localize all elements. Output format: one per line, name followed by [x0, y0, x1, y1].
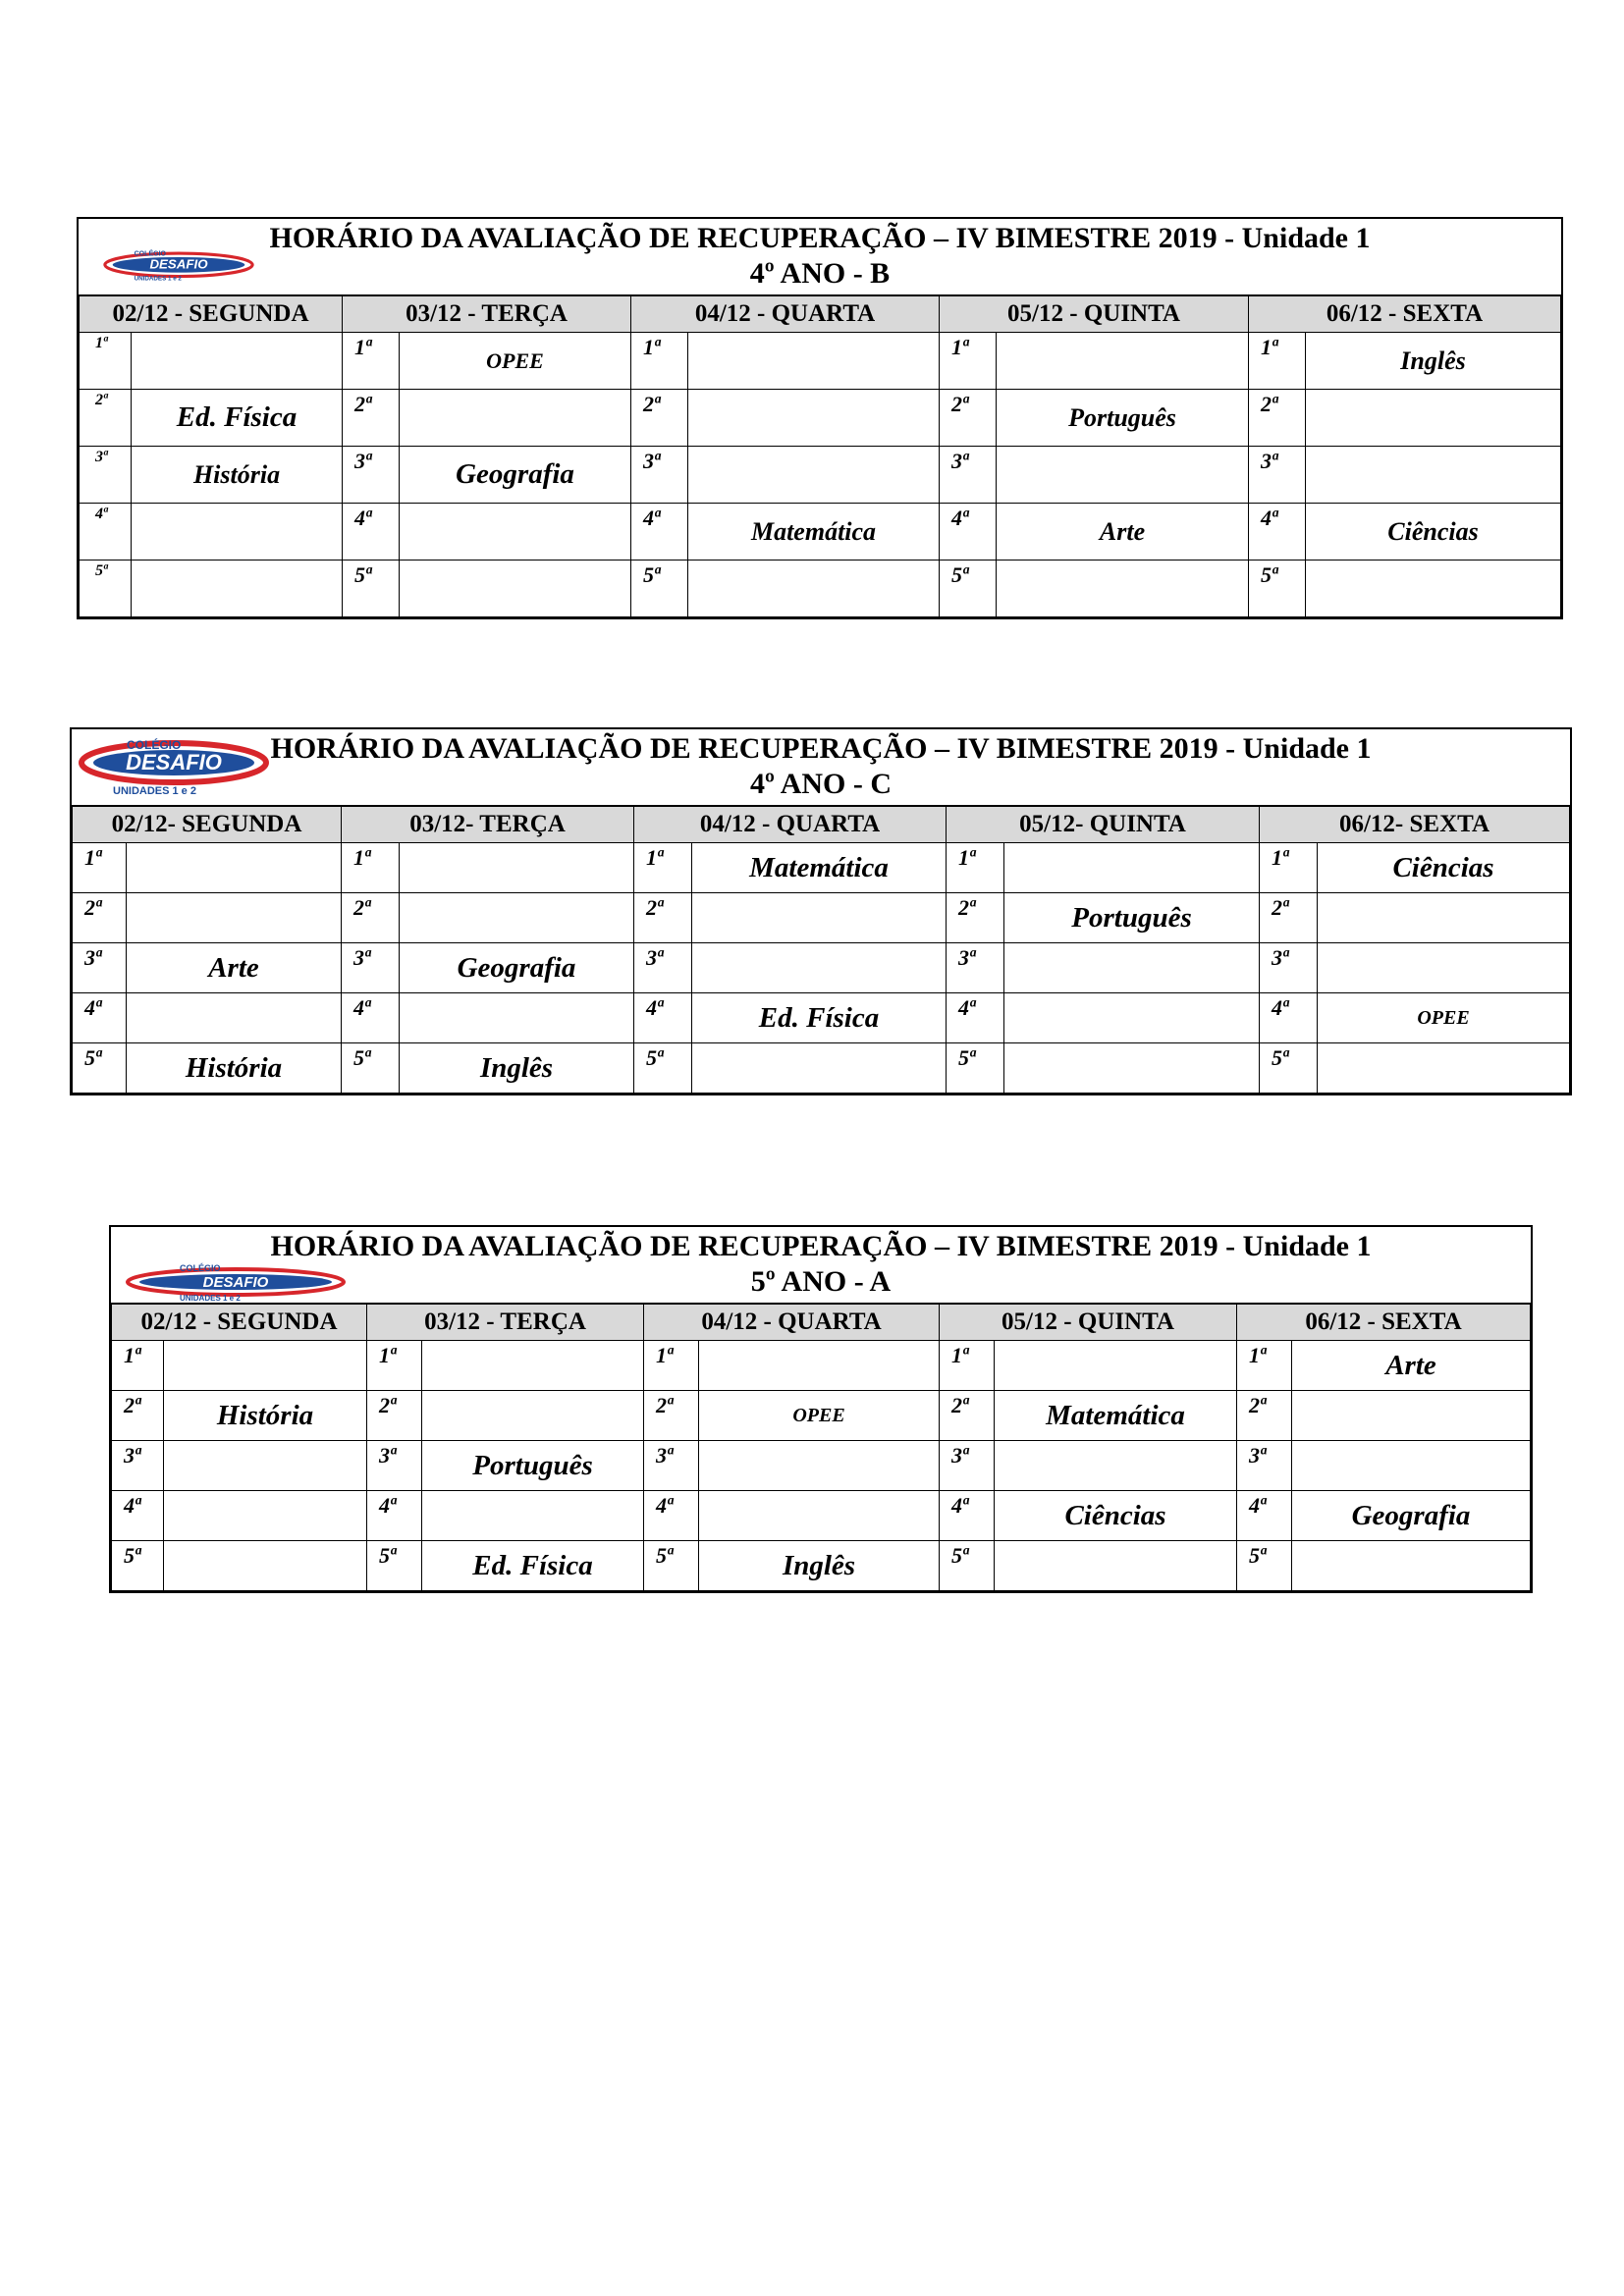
svg-text:UNIDADES 1 e 2: UNIDADES 1 e 2	[134, 275, 182, 282]
schedule-title: HORÁRIO DA AVALIAÇÃO DE RECUPERAÇÃO – IV BIMESTRE 2019 - Unidade 1	[270, 732, 1372, 765]
period-number: 1ª	[367, 1341, 422, 1391]
period-number: 5ª	[1260, 1043, 1318, 1094]
svg-text:UNIDADES 1 e 2: UNIDADES 1 e 2	[113, 785, 196, 797]
subject-cell	[1004, 1043, 1260, 1094]
period-number: 5ª	[343, 561, 400, 617]
subject-cell: Português	[422, 1441, 644, 1491]
table-row	[80, 447, 1561, 504]
period-number: 2ª	[343, 390, 400, 447]
period-number: 3ª	[343, 447, 400, 504]
exam-grid	[79, 295, 1561, 617]
subject-cell: Português	[997, 390, 1249, 447]
period-number: 4ª	[634, 993, 692, 1043]
schedule-title: HORÁRIO DA AVALIAÇÃO DE RECUPERAÇÃO – IV BIMESTRE 2019 - Unidade 1	[269, 222, 1371, 254]
subject-cell	[127, 843, 342, 893]
subject-cell: História	[127, 1043, 342, 1094]
subject-cell	[164, 1341, 367, 1391]
period-number: 3ª	[631, 447, 688, 504]
schedule-header	[79, 219, 1561, 295]
subject-cell	[688, 333, 940, 390]
table-row	[73, 1043, 1570, 1094]
subject-cell: Arte	[127, 943, 342, 993]
subject-cell	[692, 893, 947, 943]
period-number: 2ª	[367, 1391, 422, 1441]
period-number: 3ª	[644, 1441, 699, 1491]
subject-cell	[699, 1441, 940, 1491]
table-row	[80, 504, 1561, 561]
period-number: 5ª	[73, 1043, 127, 1094]
day-header: 02/12 - SEGUNDA	[80, 296, 343, 333]
period-number: 3ª	[1249, 447, 1306, 504]
period-number: 2ª	[947, 893, 1004, 943]
period-number: 4ª	[644, 1491, 699, 1541]
period-number: 5ª	[112, 1541, 164, 1591]
subject-cell	[400, 893, 634, 943]
subject-cell	[422, 1491, 644, 1541]
subject-cell	[995, 1541, 1237, 1591]
class-name: 4º ANO - C	[749, 768, 893, 800]
day-header: 04/12 - QUARTA	[634, 807, 947, 843]
subject-cell	[132, 561, 343, 617]
subject-cell: Matemática	[692, 843, 947, 893]
period-number: 2ª	[634, 893, 692, 943]
period-number: 4ª	[947, 993, 1004, 1043]
subject-cell	[995, 1341, 1237, 1391]
period-number: 1ª	[631, 333, 688, 390]
subject-cell	[699, 1341, 940, 1391]
period-number: 2ª	[342, 893, 400, 943]
day-header: 02/12 - SEGUNDA	[112, 1305, 367, 1341]
period-number: 3ª	[73, 943, 127, 993]
period-number: 4ª	[1260, 993, 1318, 1043]
subject-cell	[400, 390, 631, 447]
period-number: 3ª	[112, 1441, 164, 1491]
subject-cell	[1306, 447, 1561, 504]
period-number: 1ª	[342, 843, 400, 893]
subject-cell: Ed. Física	[422, 1541, 644, 1591]
period-number: 4ª	[940, 1491, 995, 1541]
period-number: 3ª	[367, 1441, 422, 1491]
period-number: 4ª	[1237, 1491, 1292, 1541]
subject-cell	[997, 561, 1249, 617]
subject-cell	[1004, 843, 1260, 893]
schedule-header	[72, 729, 1570, 806]
subject-cell: Ciências	[1306, 504, 1561, 561]
period-number: 3ª	[940, 1441, 995, 1491]
subject-cell: Inglês	[699, 1541, 940, 1591]
svg-text:UNIDADES 1 e 2: UNIDADES 1 e 2	[180, 1294, 241, 1302]
subject-cell	[688, 561, 940, 617]
period-number: 2ª	[1260, 893, 1318, 943]
period-number: 2ª	[1249, 390, 1306, 447]
period-number: 1ª	[940, 333, 997, 390]
table-row	[112, 1491, 1531, 1541]
subject-cell	[127, 893, 342, 943]
subject-cell: Ed. Física	[692, 993, 947, 1043]
period-number: 3ª	[1237, 1441, 1292, 1491]
subject-cell	[688, 390, 940, 447]
subject-cell: Inglês	[400, 1043, 634, 1094]
period-number: 1ª	[112, 1341, 164, 1391]
period-number: 5ª	[80, 561, 132, 617]
period-number: 3ª	[1260, 943, 1318, 993]
period-number: 3ª	[80, 447, 132, 504]
period-number: 5ª	[631, 561, 688, 617]
table-row	[80, 333, 1561, 390]
period-number: 5ª	[644, 1541, 699, 1591]
period-number: 4ª	[1249, 504, 1306, 561]
table-row	[112, 1341, 1531, 1391]
day-header: 06/12- SEXTA	[1260, 807, 1570, 843]
subject-cell: Inglês	[1306, 333, 1561, 390]
period-number: 2ª	[644, 1391, 699, 1441]
colegio-desafio-logo	[123, 1262, 349, 1302]
period-number: 2ª	[1237, 1391, 1292, 1441]
subject-cell	[400, 843, 634, 893]
table-row	[80, 390, 1561, 447]
svg-text:COLÉGIO: COLÉGIO	[134, 250, 167, 258]
subject-cell	[164, 1541, 367, 1591]
subject-cell	[699, 1491, 940, 1541]
subject-cell	[1318, 943, 1570, 993]
subject-cell: Geografia	[400, 447, 631, 504]
period-number: 5ª	[947, 1043, 1004, 1094]
period-number: 1ª	[634, 843, 692, 893]
day-header: 06/12 - SEXTA	[1249, 296, 1561, 333]
period-number: 1ª	[80, 333, 132, 390]
period-number: 1ª	[73, 843, 127, 893]
period-number: 2ª	[940, 1391, 995, 1441]
period-number: 1ª	[1249, 333, 1306, 390]
schedule-header	[111, 1227, 1531, 1304]
svg-text:COLÉGIO: COLÉGIO	[127, 738, 182, 752]
table-row	[73, 893, 1570, 943]
period-number: 4ª	[342, 993, 400, 1043]
svg-text:DESAFIO: DESAFIO	[149, 256, 208, 272]
period-number: 1ª	[1260, 843, 1318, 893]
period-number: 2ª	[112, 1391, 164, 1441]
exam-grid	[72, 806, 1570, 1094]
subject-cell: Arte	[997, 504, 1249, 561]
svg-text:DESAFIO: DESAFIO	[202, 1274, 269, 1291]
table-row	[73, 843, 1570, 893]
period-number: 2ª	[73, 893, 127, 943]
subject-cell: Geografia	[1292, 1491, 1531, 1541]
period-number: 5ª	[1249, 561, 1306, 617]
subject-cell	[1306, 390, 1561, 447]
subject-cell	[1004, 943, 1260, 993]
day-header: 02/12- SEGUNDA	[73, 807, 342, 843]
period-number: 4ª	[80, 504, 132, 561]
period-number: 3ª	[940, 447, 997, 504]
day-header: 06/12 - SEXTA	[1237, 1305, 1531, 1341]
subject-cell	[692, 1043, 947, 1094]
subject-cell	[1292, 1441, 1531, 1491]
subject-cell	[995, 1441, 1237, 1491]
day-header: 03/12 - TERÇA	[367, 1305, 644, 1341]
subject-cell	[164, 1441, 367, 1491]
subject-cell: Português	[1004, 893, 1260, 943]
subject-cell: Ciências	[1318, 843, 1570, 893]
class-name: 4º ANO - B	[749, 257, 891, 290]
day-header: 05/12 - QUINTA	[940, 1305, 1237, 1341]
subject-cell: OPEE	[1318, 993, 1570, 1043]
period-number: 1ª	[947, 843, 1004, 893]
table-row	[112, 1441, 1531, 1491]
day-header-row	[112, 1305, 1531, 1341]
subject-cell	[1292, 1391, 1531, 1441]
subject-cell	[1292, 1541, 1531, 1591]
period-number: 2ª	[940, 390, 997, 447]
subject-cell	[692, 943, 947, 993]
period-number: 5ª	[940, 1541, 995, 1591]
period-number: 5ª	[1237, 1541, 1292, 1591]
subject-cell	[1318, 1043, 1570, 1094]
subject-cell: Ciências	[995, 1491, 1237, 1541]
period-number: 3ª	[947, 943, 1004, 993]
schedule-table-4-ano-b	[77, 217, 1563, 619]
period-number: 1ª	[644, 1341, 699, 1391]
day-header-row	[73, 807, 1570, 843]
subject-cell	[688, 447, 940, 504]
subject-cell	[400, 504, 631, 561]
subject-cell	[164, 1491, 367, 1541]
period-number: 4ª	[631, 504, 688, 561]
table-row	[73, 943, 1570, 993]
table-row	[112, 1391, 1531, 1441]
period-number: 3ª	[634, 943, 692, 993]
period-number: 1ª	[1237, 1341, 1292, 1391]
period-number: 5ª	[342, 1043, 400, 1094]
period-number: 1ª	[940, 1341, 995, 1391]
colegio-desafio-logo	[100, 246, 257, 282]
subject-cell	[132, 504, 343, 561]
day-header: 04/12 - QUARTA	[631, 296, 940, 333]
day-header: 04/12 - QUARTA	[644, 1305, 940, 1341]
period-number: 5ª	[940, 561, 997, 617]
day-header: 05/12 - QUINTA	[940, 296, 1249, 333]
period-number: 4ª	[940, 504, 997, 561]
subject-cell	[1318, 893, 1570, 943]
subject-cell: OPEE	[400, 333, 631, 390]
colegio-desafio-logo	[76, 733, 272, 798]
period-number: 3ª	[342, 943, 400, 993]
subject-cell: História	[164, 1391, 367, 1441]
table-row	[80, 561, 1561, 617]
schedule-table-5-ano-a	[109, 1225, 1533, 1593]
table-row	[112, 1541, 1531, 1591]
subject-cell	[422, 1391, 644, 1441]
period-number: 4ª	[112, 1491, 164, 1541]
subject-cell	[132, 333, 343, 390]
subject-cell: Matemática	[688, 504, 940, 561]
subject-cell: OPEE	[699, 1391, 940, 1441]
subject-cell	[997, 447, 1249, 504]
subject-cell: História	[132, 447, 343, 504]
period-number: 2ª	[631, 390, 688, 447]
subject-cell	[1004, 993, 1260, 1043]
day-header-row	[80, 296, 1561, 333]
period-number: 5ª	[367, 1541, 422, 1591]
svg-text:COLÉGIO: COLÉGIO	[180, 1263, 221, 1273]
svg-text:DESAFIO: DESAFIO	[126, 750, 222, 774]
subject-cell	[997, 333, 1249, 390]
day-header: 05/12- QUINTA	[947, 807, 1260, 843]
period-number: 4ª	[367, 1491, 422, 1541]
subject-cell	[127, 993, 342, 1043]
day-header: 03/12 - TERÇA	[343, 296, 631, 333]
subject-cell: Arte	[1292, 1341, 1531, 1391]
schedule-title: HORÁRIO DA AVALIAÇÃO DE RECUPERAÇÃO – IV BIMESTRE 2019 - Unidade 1	[270, 1230, 1372, 1262]
period-number: 4ª	[343, 504, 400, 561]
schedule-table-4-ano-c	[70, 727, 1572, 1095]
period-number: 4ª	[73, 993, 127, 1043]
period-number: 2ª	[80, 390, 132, 447]
period-number: 5ª	[634, 1043, 692, 1094]
subject-cell: Ed. Física	[132, 390, 343, 447]
subject-cell: Matemática	[995, 1391, 1237, 1441]
subject-cell	[400, 561, 631, 617]
subject-cell	[422, 1341, 644, 1391]
exam-grid	[111, 1304, 1531, 1591]
class-name: 5º ANO - A	[750, 1265, 892, 1298]
day-header: 03/12- TERÇA	[342, 807, 634, 843]
table-row	[73, 993, 1570, 1043]
period-number: 1ª	[343, 333, 400, 390]
subject-cell	[400, 993, 634, 1043]
subject-cell	[1306, 561, 1561, 617]
subject-cell: Geografia	[400, 943, 634, 993]
